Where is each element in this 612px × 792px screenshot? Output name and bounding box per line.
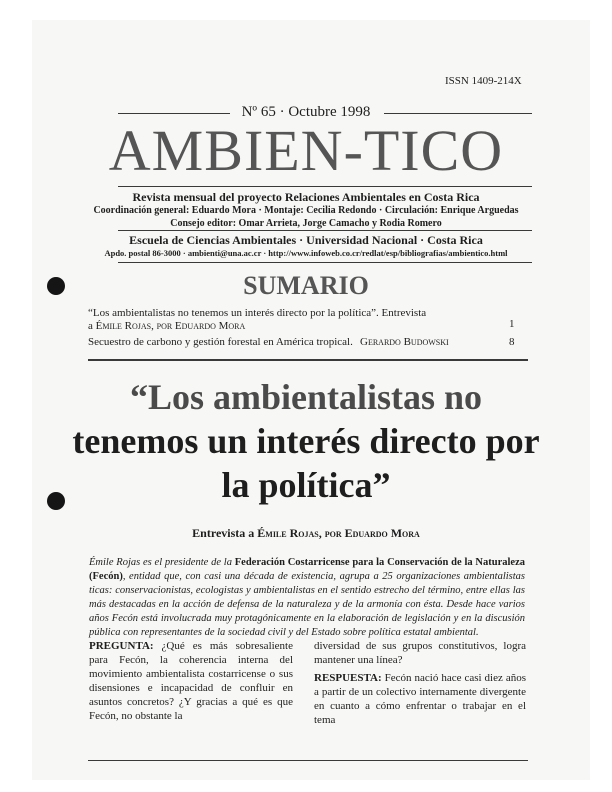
sumario-item-1-line1: “Los ambientalistas no tenemos un interés directo por la política”. Entrevista [88, 307, 427, 319]
sumario-heading: SUMARIO [243, 271, 369, 300]
intro-paragraph: Émile Rojas es el presidente de la Federación Costarricense para la Conservación de la Naturaleza (Fecón), entidad que, con casi una década de existencia, agrupa a 25 organizaciones ambientalistas ticas: conservacionistas, ecologistas y ambientalistas en el sentido estrecho del término, entre ellas las más destacadas en la acción de defensa de la naturaleza y de la armonía con ésta. Desde hace varios años Fecón está involucrada muy protagónicamente en la elaboración de legislación y en la discusión pública con representantes de la sociedad civil y del Estado sobre política estatal ambiental. [89, 557, 525, 638]
sumario-item-1-page: 1 [509, 318, 515, 330]
credits: Coordinación general: Eduardo Mora · Montaje: Cecilia Redondo · Circulación: Enrique Arguedas [93, 205, 519, 216]
headline-line-2: tenemos un interés directo por [72, 421, 540, 461]
divider [384, 113, 532, 114]
byline-author: Émile Rojas, por Eduardo Mora [257, 526, 420, 540]
column-right [314, 639, 526, 727]
divider [88, 359, 528, 361]
sumario-item-1-author: Émile Rojas, por Eduardo Mora [95, 320, 246, 332]
headline-line-3: la política” [221, 465, 391, 505]
column-left: PREGUNTA: ¿Qué es más sobresaliente para Fecón, la coherencia interna del movimiento ambientalista costarricense o sus disensiones e incapacidad de confluir en asuntos concretos? ¿Y gracias a qué es que Fecón, no obstante la [89, 640, 293, 722]
contact-info: Apdo. postal 86-3000 · ambienti@una.ac.cr · http://www.infoweb.co.cr/redlat/esp/bibliografias/ambientico.html [104, 248, 508, 258]
divider [118, 186, 532, 187]
editorial-board: Consejo editor: Omar Arrieta, Jorge Camacho y Rodia Romero [170, 218, 442, 229]
headline-line-1: “Los ambientalistas no [129, 377, 483, 417]
punch-hole [47, 492, 65, 510]
byline: Entrevista a Émile Rojas, por Eduardo Mora [192, 526, 420, 540]
article-headline [70, 375, 542, 507]
issue-line: Nº 65 · Octubre 1998 [241, 104, 371, 120]
sumario-item-2-title: Secuestro de carbono y gestión forestal en América tropical. [88, 336, 353, 348]
organization-name: Federación Costarricense para la Conservación de la Naturaleza (Fecón) [89, 557, 525, 582]
sumario-item-2-page: 8 [509, 336, 515, 348]
issn: ISSN 1409-214X [445, 75, 522, 87]
question-continued: diversidad de sus grupos constitutivos, logra mantener una línea? [314, 640, 526, 666]
answer-label: RESPUESTA: [314, 672, 382, 684]
divider [118, 262, 532, 263]
sumario-item-1-line2: a Émile Rojas, por Eduardo Mora [88, 320, 246, 332]
answer-paragraph: RESPUESTA: Fecón nació hace casi diez años a partir de un colectivo internamente divergente en cuanto a cómo enfrentar o trabajar en el tema [314, 672, 526, 726]
divider [118, 230, 532, 231]
institution: Escuela de Ciencias Ambientales · Universidad Nacional · Costa Rica [129, 233, 483, 247]
subtitle: Revista mensual del proyecto Relaciones Ambientales en Costa Rica [132, 190, 480, 204]
masthead-title: AMBIEN-TICO [108, 118, 504, 183]
divider [88, 760, 528, 761]
sumario-item-2-author: Gerardo Budowski [360, 336, 449, 348]
question-label: PREGUNTA: [89, 640, 154, 652]
